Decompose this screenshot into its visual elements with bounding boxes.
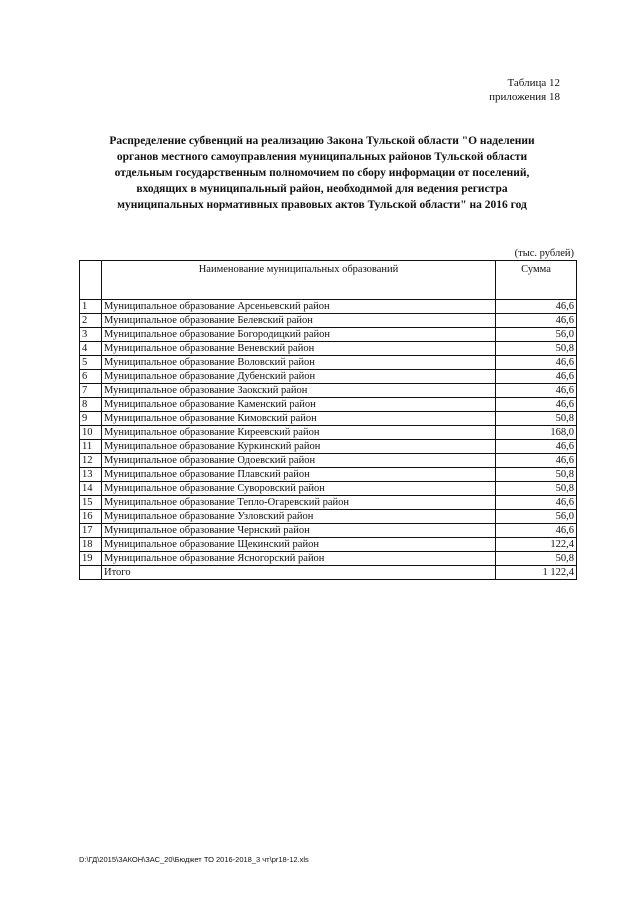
table-reference [489, 76, 560, 104]
row-number-cell: 6 [80, 370, 102, 384]
table-row [80, 398, 577, 412]
row-sum-cell: 56,0 [496, 510, 577, 524]
table-row [80, 412, 577, 426]
row-name-cell: Муниципальное образование Арсеньевский район [102, 300, 496, 314]
file-path-footer: D:\ГД\2015\ЗАКОН\ЗАС_20\Бюджет ТО 2016-2018_3 чт\рr18-12.xls [79, 855, 309, 864]
row-name-cell: Муниципальное образование Плавский район [102, 468, 496, 482]
row-sum-cell: 46,6 [496, 356, 577, 370]
header-sum-cell: Сумма [496, 261, 577, 300]
row-number-cell: 10 [80, 426, 102, 440]
table-row [80, 356, 577, 370]
row-number-cell: 14 [80, 482, 102, 496]
row-sum-cell: 46,6 [496, 314, 577, 328]
table-row [80, 468, 577, 482]
table-row [80, 384, 577, 398]
row-name-cell: Муниципальное образование Воловский район [102, 356, 496, 370]
table-row [80, 440, 577, 454]
total-sum-cell: 1 122,4 [496, 566, 577, 580]
row-number-cell: 8 [80, 398, 102, 412]
row-number-cell: 18 [80, 538, 102, 552]
table-row [80, 496, 577, 510]
row-sum-cell: 46,6 [496, 384, 577, 398]
table-row [80, 454, 577, 468]
row-sum-cell: 50,8 [496, 468, 577, 482]
table-number: Таблица 12 [507, 77, 560, 89]
row-name-cell: Муниципальное образование Белевский район [102, 314, 496, 328]
table-row [80, 482, 577, 496]
row-number-cell: 4 [80, 342, 102, 356]
row-sum-cell: 50,8 [496, 412, 577, 426]
title-line: органов местного самоуправления муниципальных районов Тульской области [116, 151, 528, 163]
row-name-cell: Муниципальное образование Суворовский район [102, 482, 496, 496]
row-sum-cell: 46,6 [496, 454, 577, 468]
row-number-cell: 13 [80, 468, 102, 482]
row-number-cell: 19 [80, 552, 102, 566]
row-sum-cell: 122,4 [496, 538, 577, 552]
units-label: (тыс. рублей) [514, 248, 574, 259]
row-name-cell: Муниципальное образование Киреевский район [102, 426, 496, 440]
table-row [80, 300, 577, 314]
row-number-cell: 1 [80, 300, 102, 314]
row-sum-cell: 50,8 [496, 342, 577, 356]
row-name-cell: Муниципальное образование Узловский район [102, 510, 496, 524]
row-number-cell: 15 [80, 496, 102, 510]
row-name-cell: Муниципальное образование Кимовский район [102, 412, 496, 426]
row-number-cell: 16 [80, 510, 102, 524]
row-number-cell: 11 [80, 440, 102, 454]
title-line: Распределение субвенций на реализацию Закона Тульской области "О наделении [109, 135, 535, 147]
title-line: входящих в муниципальный район, необходимой для ведения регистра [136, 183, 508, 195]
row-name-cell: Муниципальное образование Каменский район [102, 398, 496, 412]
row-sum-cell: 46,6 [496, 370, 577, 384]
row-number-cell: 17 [80, 524, 102, 538]
row-number-cell: 9 [80, 412, 102, 426]
appendix-number: приложения 18 [489, 91, 560, 103]
row-name-cell: Муниципальное образование Богородицкий район [102, 328, 496, 342]
row-number-cell: 12 [80, 454, 102, 468]
row-sum-cell: 46,6 [496, 398, 577, 412]
table-header-row [80, 261, 577, 300]
row-number-cell: 3 [80, 328, 102, 342]
row-name-cell: Муниципальное образование Щекинский район [102, 538, 496, 552]
table-row [80, 342, 577, 356]
table-row [80, 552, 577, 566]
header-name-cell: Наименование муниципальных образований [102, 261, 496, 300]
row-sum-cell: 46,6 [496, 300, 577, 314]
row-name-cell: Муниципальное образование Ясногорский район [102, 552, 496, 566]
row-sum-cell: 50,8 [496, 482, 577, 496]
subsidy-table [79, 260, 577, 580]
table-row [80, 524, 577, 538]
table-row [80, 538, 577, 552]
row-name-cell: Муниципальное образование Заокский район [102, 384, 496, 398]
row-sum-cell: 168,0 [496, 426, 577, 440]
row-sum-cell: 46,6 [496, 524, 577, 538]
row-name-cell: Муниципальное образование Куркинский район [102, 440, 496, 454]
table-row [80, 426, 577, 440]
table-row [80, 328, 577, 342]
row-name-cell: Муниципальное образование Дубенский район [102, 370, 496, 384]
row-number-cell: 5 [80, 356, 102, 370]
table-row [80, 510, 577, 524]
row-name-cell: Муниципальное образование Веневский район [102, 342, 496, 356]
row-name-cell: Муниципальное образование Тепло-Огаревский район [102, 496, 496, 510]
row-name-cell: Муниципальное образование Чернский район [102, 524, 496, 538]
table-row [80, 314, 577, 328]
row-sum-cell: 46,6 [496, 440, 577, 454]
total-label-cell: Итого [102, 566, 496, 580]
row-sum-cell: 50,8 [496, 552, 577, 566]
table-total-row [80, 566, 577, 580]
table-row [80, 370, 577, 384]
title-line: отдельным государственным полномочием по сбору информации от поселений, [114, 167, 530, 179]
total-number-cell [80, 566, 102, 580]
row-sum-cell: 46,6 [496, 496, 577, 510]
table-body [80, 300, 577, 580]
row-number-cell: 7 [80, 384, 102, 398]
row-number-cell: 2 [80, 314, 102, 328]
document-title [82, 133, 562, 213]
row-name-cell: Муниципальное образование Одоевский район [102, 454, 496, 468]
title-line: муниципальных нормативных правовых актов Тульской области" на 2016 год [117, 199, 527, 211]
row-sum-cell: 56,0 [496, 328, 577, 342]
header-number-cell [80, 261, 102, 300]
